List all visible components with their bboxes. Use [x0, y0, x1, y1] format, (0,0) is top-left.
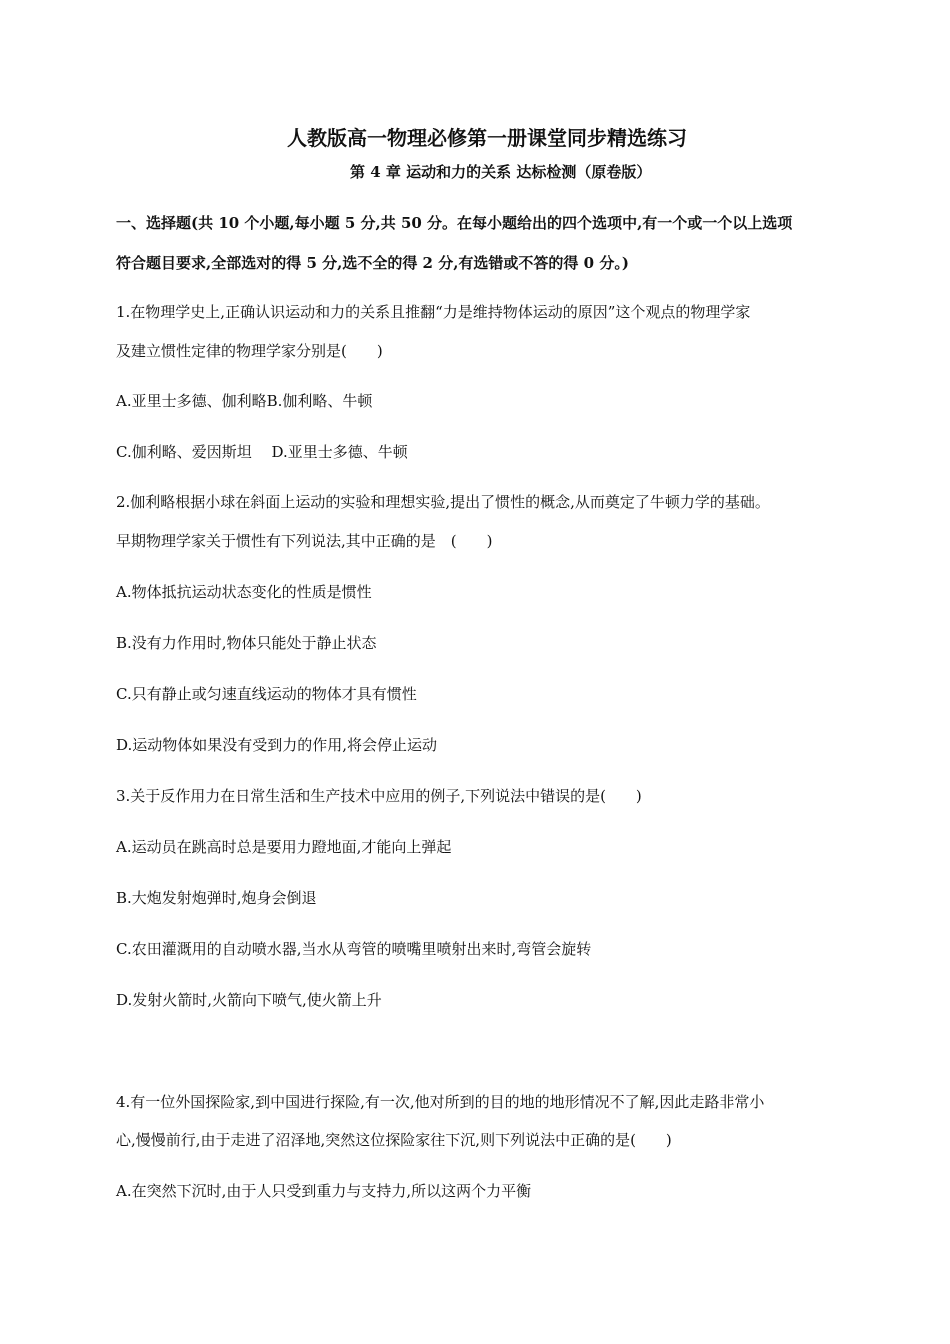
question-1-option-cd: C.伽利略、爱因斯坦 D.亚里士多德、牛顿 [116, 443, 408, 461]
question-1-stem-line-2: 及建立惯性定律的物理学家分别是( ) [116, 342, 383, 360]
question-4-stem-line-2: 心,慢慢前行,由于走进了沼泽地,突然这位探险家往下沉,则下列说法中正确的是( ) [116, 1131, 672, 1149]
question-2-option-a: A.物体抵抗运动状态变化的性质是惯性 [116, 583, 372, 601]
question-2-option-c: C.只有静止或匀速直线运动的物体才具有惯性 [116, 685, 417, 703]
document-subtitle: 第 4 章 运动和力的关系 达标检测（原卷版） [350, 163, 652, 181]
document-title: 人教版高一物理必修第一册课堂同步精选练习 [287, 126, 687, 150]
section-heading-line-1: 一、选择题(共 10 个小题,每小题 5 分,共 50 分。在每小题给出的四个选项中,有一个或一个以上选项 [116, 214, 793, 232]
question-3-option-b: B.大炮发射炮弹时,炮身会倒退 [116, 889, 317, 907]
question-1-stem-line-1: 1.在物理学史上,正确认识运动和力的关系且推翻“力是维持物体运动的原因”这个观点的物理学家 [116, 303, 751, 321]
question-2-stem-line-1: 2.伽利略根据小球在斜面上运动的实验和理想实验,提出了惯性的概念,从而奠定了牛顿力学的基础。 [116, 493, 770, 511]
section-heading-line-2: 符合题目要求,全部选对的得 5 分,选不全的得 2 分,有选错或不答的得 0 分。) [116, 254, 629, 272]
question-1-option-ab: A.亚里士多德、伽利略B.伽利略、牛顿 [116, 392, 373, 410]
question-2-option-b: B.没有力作用时,物体只能处于静止状态 [116, 634, 377, 652]
question-4-stem-line-1: 4.有一位外国探险家,到中国进行探险,有一次,他对所到的目的地的地形情况不了解,因此走路非常小 [116, 1093, 765, 1111]
question-3-option-a: A.运动员在跳高时总是要用力蹬地面,才能向上弹起 [116, 838, 452, 856]
question-3-option-d: D.发射火箭时,火箭向下喷气,使火箭上升 [116, 991, 382, 1009]
question-3-option-c: C.农田灌溉用的自动喷水器,当水从弯管的喷嘴里喷射出来时,弯管会旋转 [116, 940, 592, 958]
question-3-stem: 3.关于反作用力在日常生活和生产技术中应用的例子,下列说法中错误的是( ) [116, 787, 642, 805]
question-4-option-a: A.在突然下沉时,由于人只受到重力与支持力,所以这两个力平衡 [116, 1182, 532, 1200]
question-2-stem-line-2: 早期物理学家关于惯性有下列说法,其中正确的是 ( ) [116, 532, 493, 550]
question-2-option-d: D.运动物体如果没有受到力的作用,将会停止运动 [116, 736, 438, 754]
